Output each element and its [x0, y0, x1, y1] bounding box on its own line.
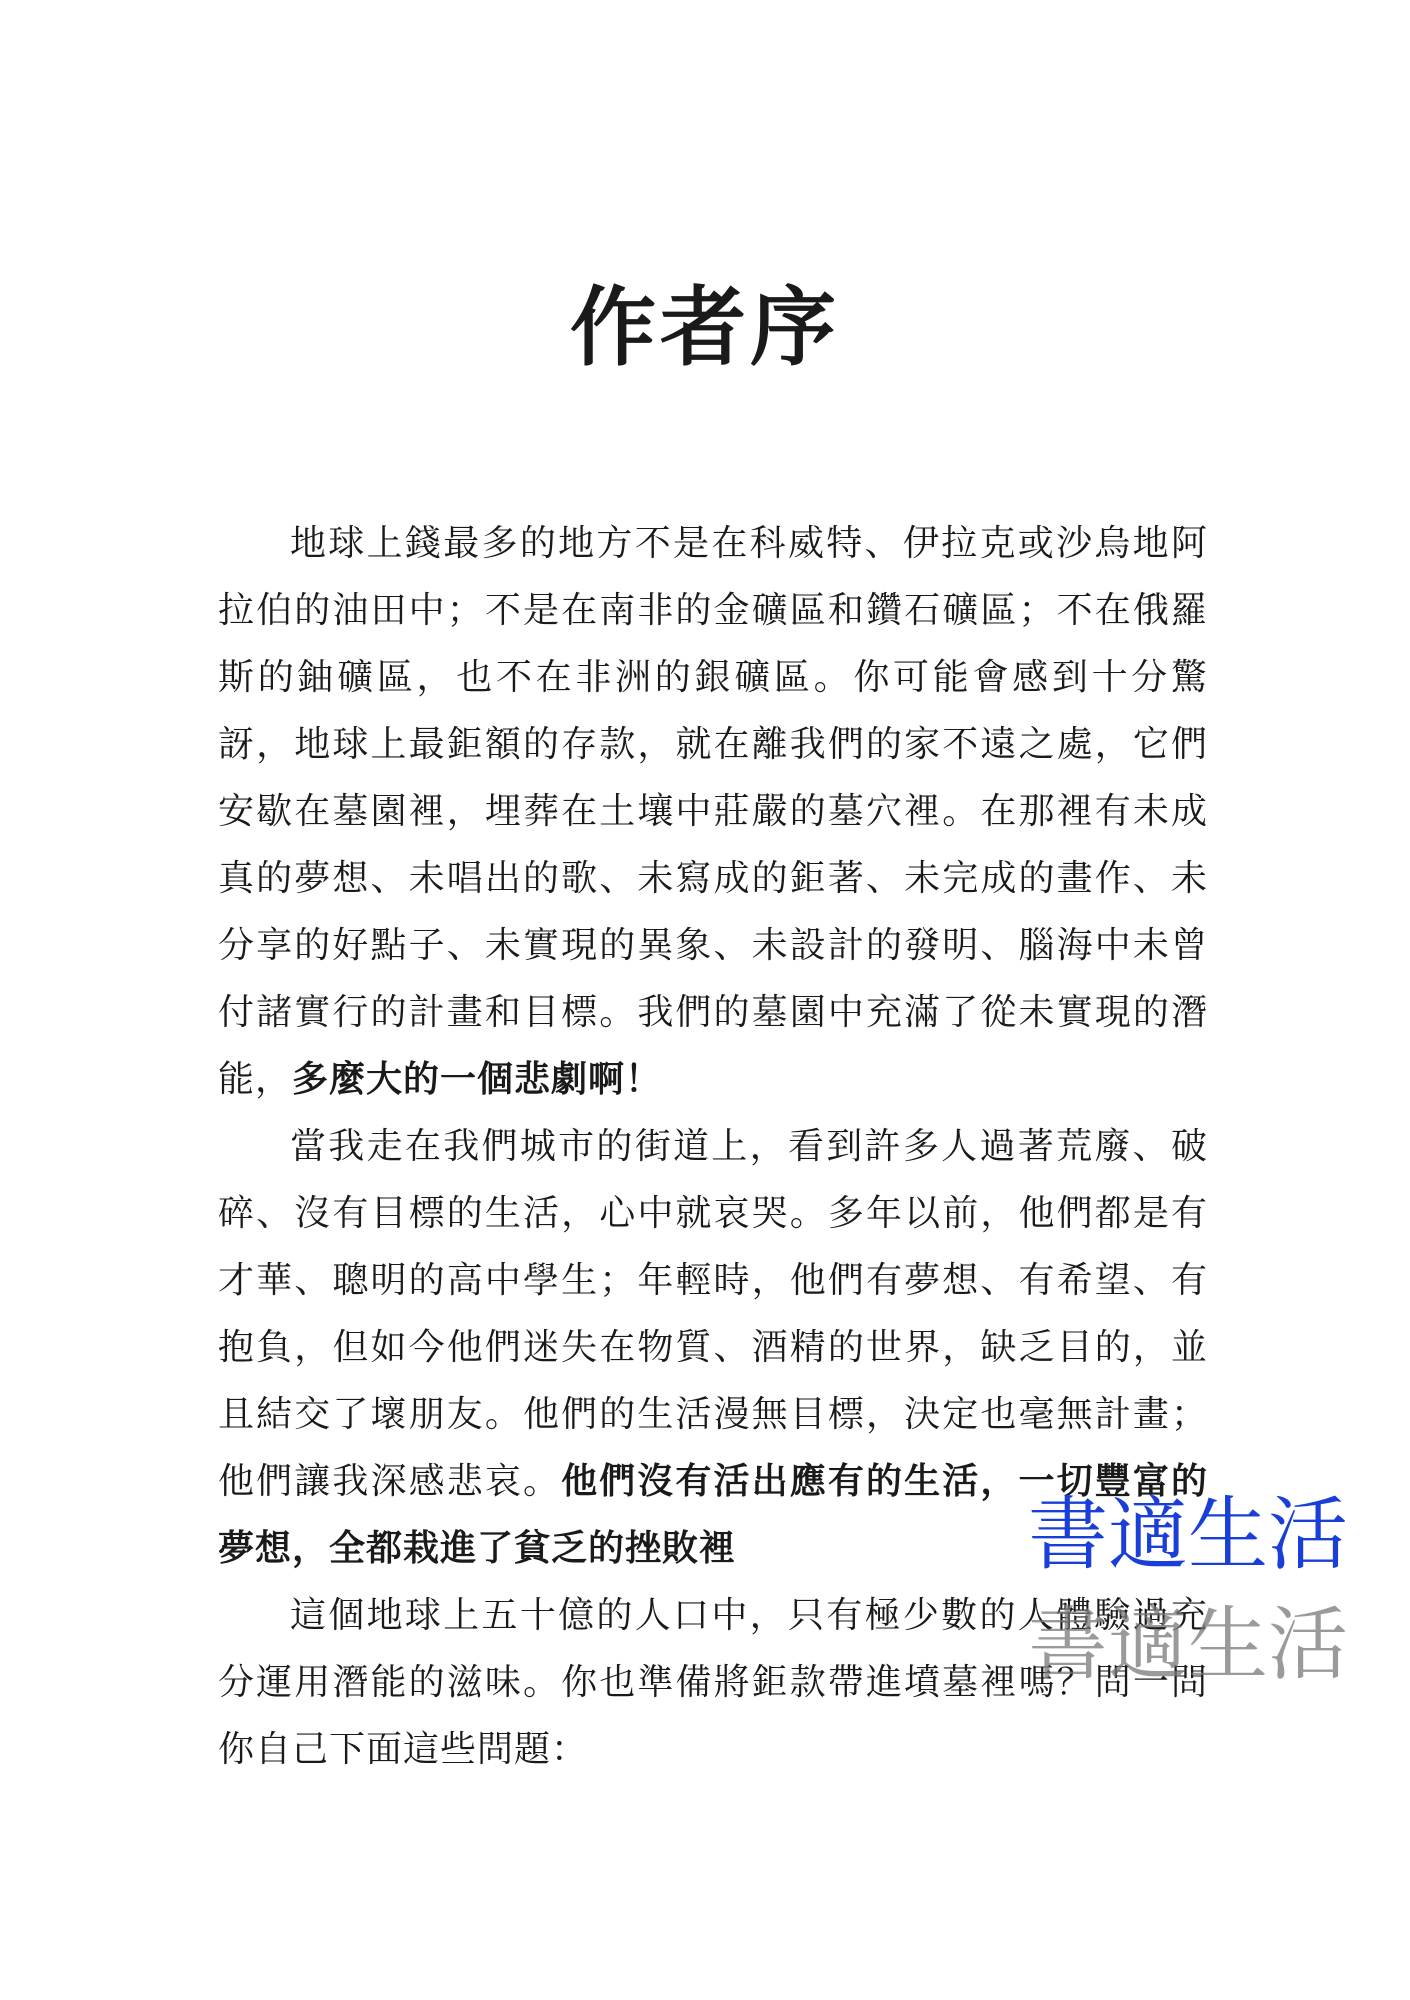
page-title: 作者序 [570, 277, 840, 378]
paragraph-1-emphasis: 多麼大的一個悲劇啊！ [292, 1059, 663, 1100]
watermark-primary: 書適生活 [1028, 1488, 1348, 1581]
paragraph-2-text: 當我走在我們城市的街道上，看到許多人過著荒廢、破碎、沒有目標的生活，心中就哀哭。多年以前，他們都是有才華、聰明的高中學生；年輕時，他們有夢想、有希望、有抱負，但如今他們迷失在物質、酒精的世界，缺乏目的，並且結交了壞朋友。他們的生活漫無目標，決定也毫無計畫；他們讓我深感悲哀。 [218, 1126, 1208, 1502]
body-text [218, 510, 1208, 1783]
paragraph-3-text: 這個地球上五十億的人口中，只有極少數的人體驗過充分運用潛能的滋味。你也準備將鉅款帶進墳墓裡嗎？問一問你自己下面這些問題： [218, 1595, 1208, 1770]
paragraph-1-text: 地球上錢最多的地方不是在科威特、伊拉克或沙烏地阿拉伯的油田中；不是在南非的金礦區和鑽石礦區；不在俄羅斯的鈾礦區，也不在非洲的銀礦區。你可能會感到十分驚訝，地球上最鉅額的存款，就在離我們的家不遠之處，它們安歇在墓園裡，埋葬在土壤中莊嚴的墓穴裡。在那裡有未成真的夢想、未唱出的歌、未寫成的鉅著、未完成的畫作、未分享的好點子、未實現的異象、未設計的發明、腦海中未曾付諸實行的計畫和目標。我們的墓園中充滿了從未實現的潛能， [218, 523, 1208, 1100]
paragraph-2-emphasis: 他們沒有活出應有的生活，一切豐富的夢想，全都栽進了貧乏的挫敗裡 [218, 1461, 1208, 1569]
paragraph-1 [218, 510, 1208, 1113]
watermark-secondary: 書適生活 [1028, 1598, 1348, 1691]
